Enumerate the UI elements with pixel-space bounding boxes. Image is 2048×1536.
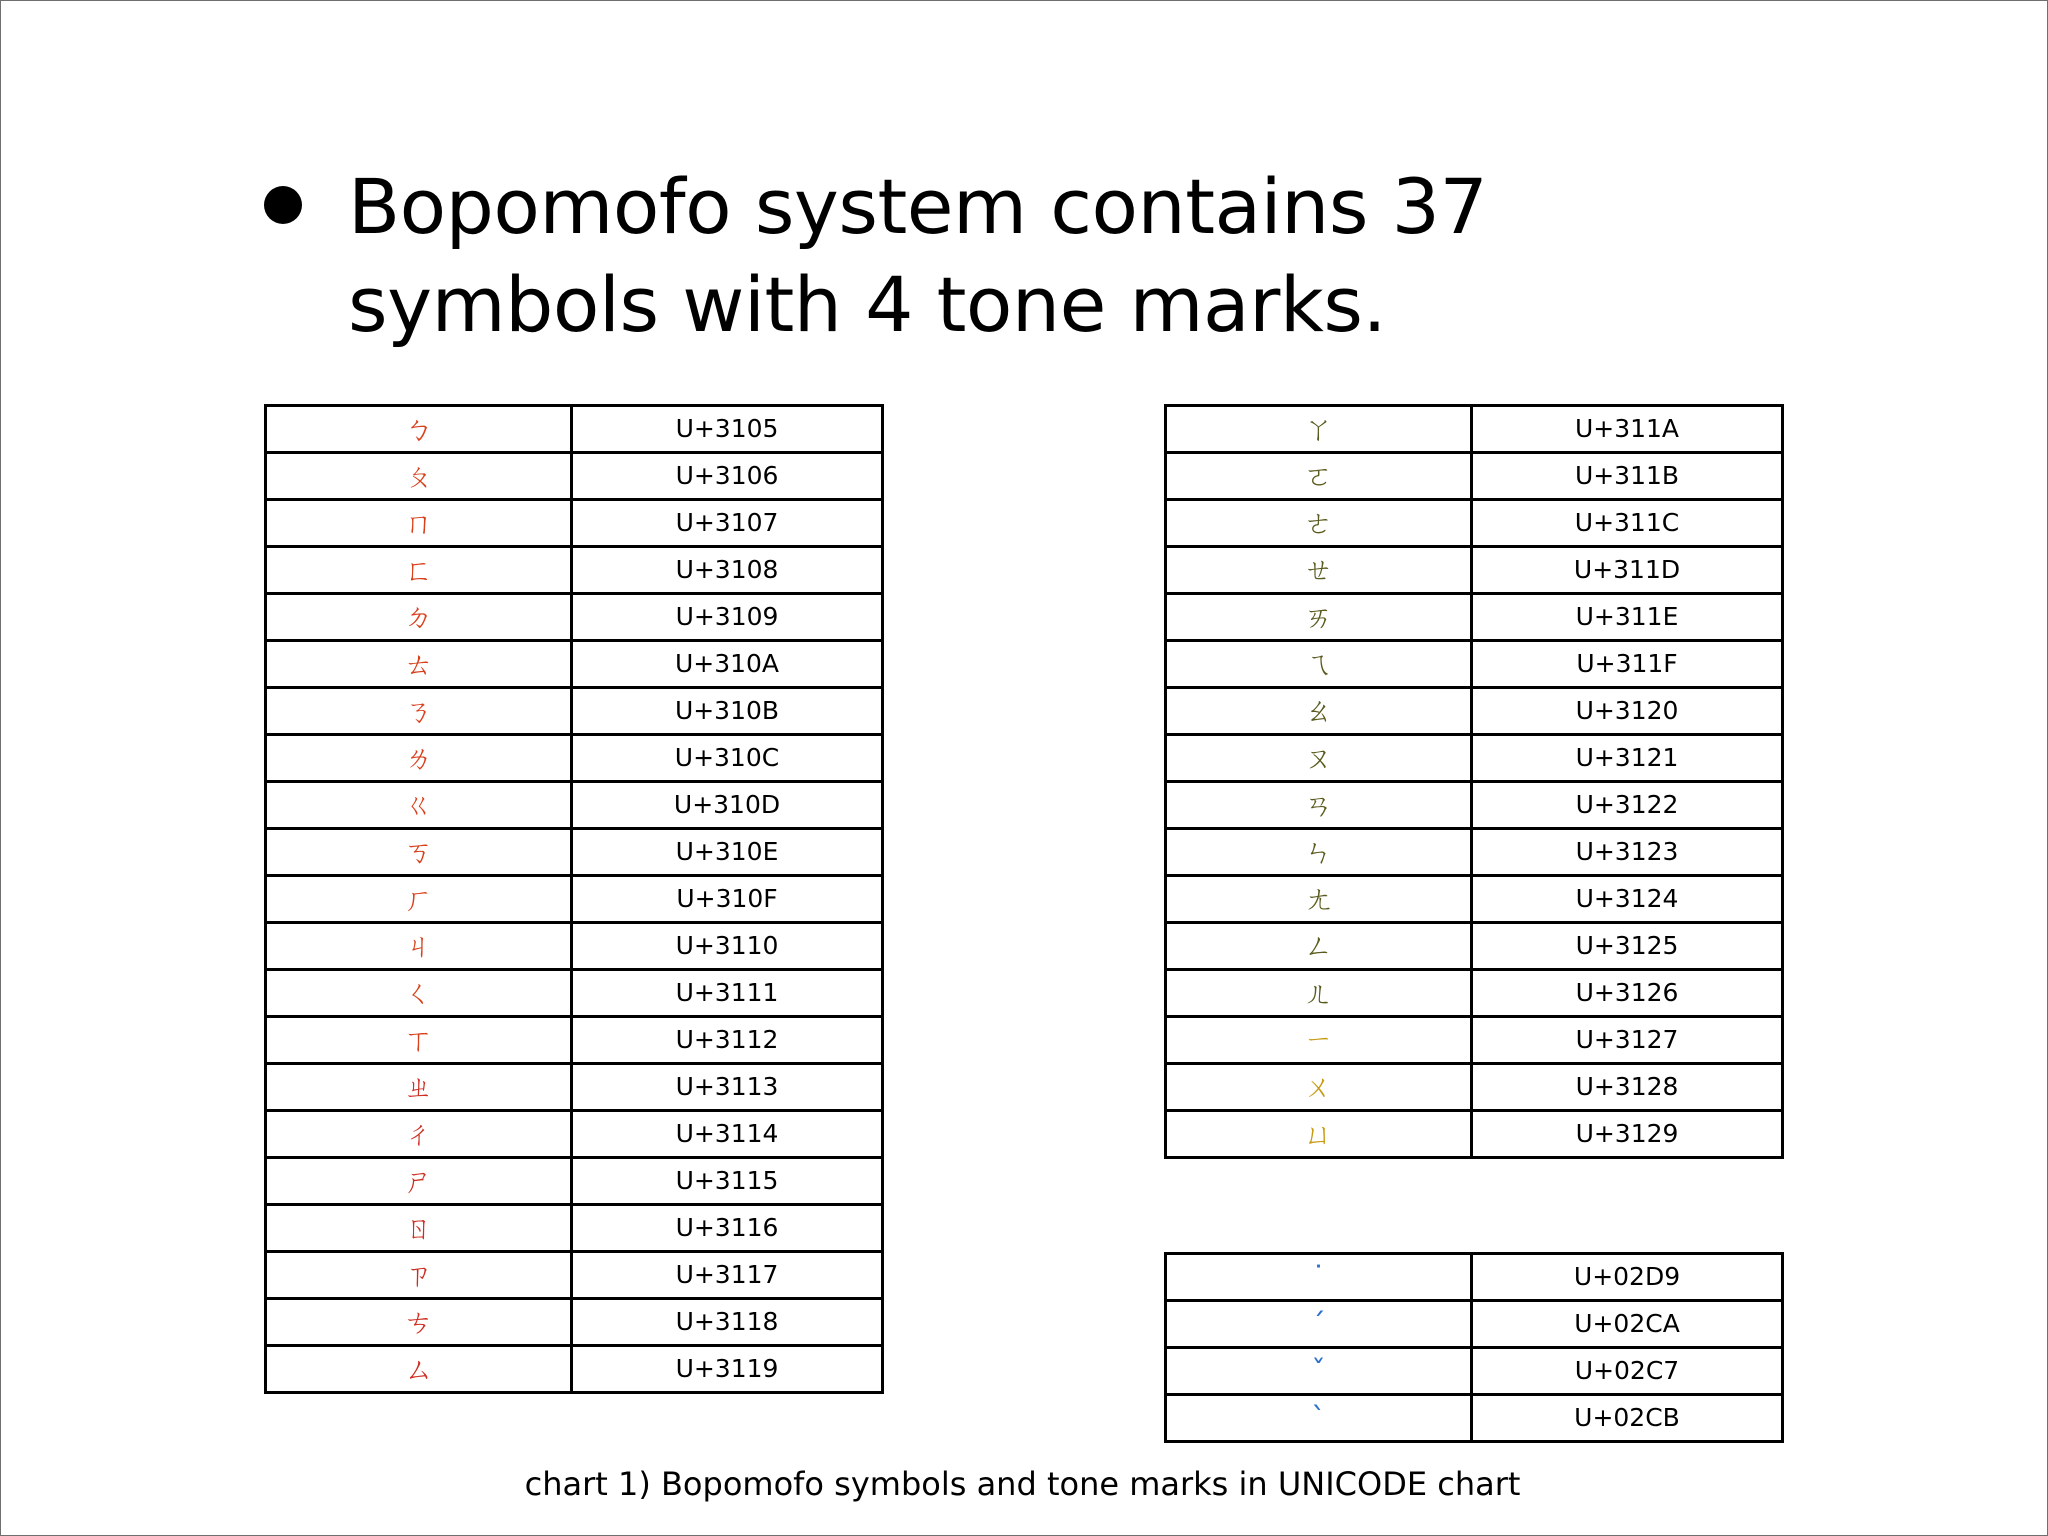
symbol-cell: ˙: [1166, 1254, 1472, 1301]
unicode-cell: U+02D9: [1472, 1254, 1783, 1301]
unicode-cell: U+311A: [1472, 406, 1783, 453]
symbol-cell: ㄠ: [1166, 688, 1472, 735]
table-row: [1166, 829, 1783, 876]
table-row: [266, 782, 883, 829]
unicode-cell: U+3128: [1472, 1064, 1783, 1111]
table-row: [1166, 406, 1783, 453]
table-row: [266, 1064, 883, 1111]
unicode-cell: U+3127: [1472, 1017, 1783, 1064]
symbol-cell: ㄨ: [1166, 1064, 1472, 1111]
unicode-cell: U+3119: [572, 1346, 883, 1393]
unicode-cell: U+02CA: [1472, 1301, 1783, 1348]
consonant-table: [264, 404, 884, 1394]
table-row: [1166, 923, 1783, 970]
unicode-cell: U+3121: [1472, 735, 1783, 782]
table-row: [1166, 876, 1783, 923]
table-row: [1166, 1301, 1783, 1348]
symbol-cell: ㄐ: [266, 923, 572, 970]
table-row: [1166, 782, 1783, 829]
symbol-cell: ㄅ: [266, 406, 572, 453]
symbol-cell: ㄜ: [1166, 500, 1472, 547]
table-row: [266, 406, 883, 453]
unicode-cell: U+3125: [1472, 923, 1783, 970]
table-row: [1166, 453, 1783, 500]
table-row: [1166, 641, 1783, 688]
unicode-cell: U+311D: [1472, 547, 1783, 594]
table-row: [266, 876, 883, 923]
unicode-cell: U+3107: [572, 500, 883, 547]
table-row: [266, 1252, 883, 1299]
unicode-cell: U+3108: [572, 547, 883, 594]
table-row: [1166, 1395, 1783, 1442]
table-row: [1166, 1064, 1783, 1111]
symbol-cell: ㄞ: [1166, 594, 1472, 641]
symbol-cell: ㄊ: [266, 641, 572, 688]
table-row: [266, 500, 883, 547]
table-row: [266, 1111, 883, 1158]
unicode-cell: U+311F: [1472, 641, 1783, 688]
symbol-cell: ㄇ: [266, 500, 572, 547]
unicode-cell: U+3120: [1472, 688, 1783, 735]
unicode-cell: U+3123: [1472, 829, 1783, 876]
unicode-cell: U+3129: [1472, 1111, 1783, 1158]
symbol-cell: ㄝ: [1166, 547, 1472, 594]
symbol-cell: ㄉ: [266, 594, 572, 641]
unicode-cell: U+311C: [1472, 500, 1783, 547]
unicode-cell: U+3117: [572, 1252, 883, 1299]
symbol-cell: ㄖ: [266, 1205, 572, 1252]
chart-caption: chart 1) Bopomofo symbols and tone marks in UNICODE chart: [524, 1465, 1521, 1503]
consonant-table-body: [266, 406, 883, 1393]
symbol-cell: ˊ: [1166, 1301, 1472, 1348]
table-row: [1166, 1348, 1783, 1395]
symbol-cell: ㄧ: [1166, 1017, 1472, 1064]
table-row: [266, 641, 883, 688]
table-row: [1166, 970, 1783, 1017]
unicode-cell: U+3124: [1472, 876, 1783, 923]
unicode-cell: U+310E: [572, 829, 883, 876]
symbol-cell: ㄥ: [1166, 923, 1472, 970]
unicode-cell: U+3110: [572, 923, 883, 970]
symbol-cell: ˇ: [1166, 1348, 1472, 1395]
table-row: [1166, 735, 1783, 782]
table-row: [266, 1158, 883, 1205]
unicode-cell: U+311B: [1472, 453, 1783, 500]
bullet-icon: [264, 186, 302, 224]
symbol-cell: ㄙ: [266, 1346, 572, 1393]
unicode-cell: U+3118: [572, 1299, 883, 1346]
symbol-cell: ˋ: [1166, 1395, 1472, 1442]
table-row: [266, 1299, 883, 1346]
symbol-cell: ㄔ: [266, 1111, 572, 1158]
table-row: [1166, 594, 1783, 641]
table-row: [266, 453, 883, 500]
symbol-cell: ㄡ: [1166, 735, 1472, 782]
unicode-cell: U+3126: [1472, 970, 1783, 1017]
unicode-cell: U+310B: [572, 688, 883, 735]
unicode-cell: U+3114: [572, 1111, 883, 1158]
symbol-cell: ㄆ: [266, 453, 572, 500]
unicode-cell: U+311E: [1472, 594, 1783, 641]
unicode-cell: U+3113: [572, 1064, 883, 1111]
symbol-cell: ㄑ: [266, 970, 572, 1017]
symbol-cell: ㄗ: [266, 1252, 572, 1299]
table-row: [266, 829, 883, 876]
symbol-cell: ㄋ: [266, 688, 572, 735]
unicode-cell: U+3122: [1472, 782, 1783, 829]
unicode-cell: U+3112: [572, 1017, 883, 1064]
symbol-cell: ㄛ: [1166, 453, 1472, 500]
symbol-cell: ㄟ: [1166, 641, 1472, 688]
table-row: [266, 1346, 883, 1393]
symbol-cell: ㄦ: [1166, 970, 1472, 1017]
unicode-cell: U+3105: [572, 406, 883, 453]
table-row: [266, 970, 883, 1017]
table-row: [266, 1205, 883, 1252]
symbol-cell: ㄍ: [266, 782, 572, 829]
table-row: [1166, 547, 1783, 594]
table-row: [266, 547, 883, 594]
symbol-cell: ㄌ: [266, 735, 572, 782]
symbol-cell: ㄎ: [266, 829, 572, 876]
table-row: [1166, 688, 1783, 735]
table-row: [266, 594, 883, 641]
unicode-cell: U+3106: [572, 453, 883, 500]
table-row: [266, 923, 883, 970]
symbol-cell: ㄩ: [1166, 1111, 1472, 1158]
symbol-cell: ㄒ: [266, 1017, 572, 1064]
table-row: [266, 688, 883, 735]
unicode-cell: U+3116: [572, 1205, 883, 1252]
unicode-cell: U+3111: [572, 970, 883, 1017]
unicode-cell: U+3109: [572, 594, 883, 641]
table-row: [1166, 1017, 1783, 1064]
symbol-cell: ㄢ: [1166, 782, 1472, 829]
unicode-cell: U+310F: [572, 876, 883, 923]
symbol-cell: ㄕ: [266, 1158, 572, 1205]
symbol-cell: ㄣ: [1166, 829, 1472, 876]
table-row: [1166, 1111, 1783, 1158]
slide-heading: Bopomofo system contains 37 symbols with 4 tone marks.: [348, 162, 1488, 349]
unicode-cell: U+02CB: [1472, 1395, 1783, 1442]
vowel-table-body: [1166, 406, 1783, 1158]
tone-mark-table: [1164, 1252, 1784, 1443]
vowel-table: [1164, 404, 1784, 1159]
symbol-cell: ㄈ: [266, 547, 572, 594]
table-row: [1166, 1254, 1783, 1301]
unicode-cell: U+3115: [572, 1158, 883, 1205]
table-row: [1166, 500, 1783, 547]
unicode-cell: U+310A: [572, 641, 883, 688]
symbol-cell: ㄚ: [1166, 406, 1472, 453]
unicode-cell: U+02C7: [1472, 1348, 1783, 1395]
symbol-cell: ㄏ: [266, 876, 572, 923]
unicode-cell: U+310C: [572, 735, 883, 782]
table-row: [266, 735, 883, 782]
unicode-cell: U+310D: [572, 782, 883, 829]
tone-mark-table-body: [1166, 1254, 1783, 1442]
symbol-cell: ㄤ: [1166, 876, 1472, 923]
table-row: [266, 1017, 883, 1064]
symbol-cell: ㄓ: [266, 1064, 572, 1111]
symbol-cell: ㄘ: [266, 1299, 572, 1346]
